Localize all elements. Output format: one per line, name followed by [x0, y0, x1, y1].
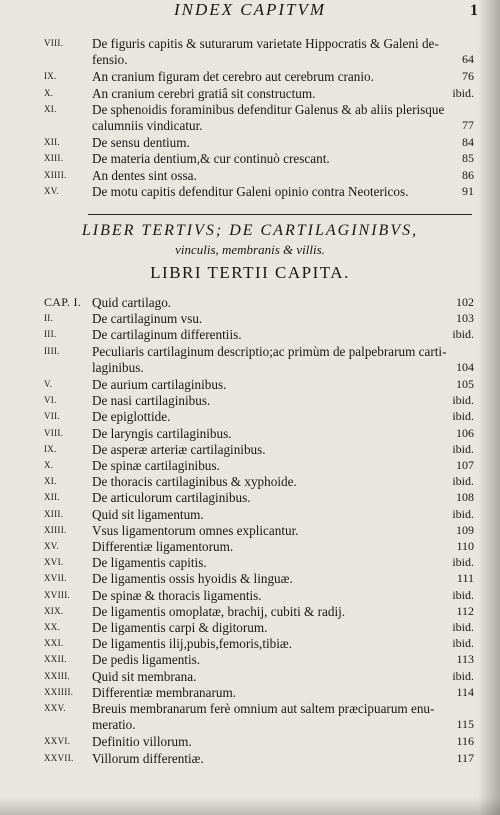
entry-page-number: 77 — [462, 117, 474, 132]
entry-page-number: ibid. — [452, 636, 474, 651]
entry-title: De ligamentis omoplatæ, brachij, cubiti & radij. — [92, 603, 346, 619]
entry-page-number: 91 — [462, 183, 474, 198]
entry-number: XXVII. — [44, 752, 74, 763]
entry-number: CAP. I. — [44, 295, 82, 309]
entry-number: II. — [44, 313, 54, 324]
entry-title: Definitio villorum. — [92, 734, 192, 750]
entry-page-number: 85 — [462, 151, 474, 166]
entry-title-continuation: calumniis vindicatur. — [92, 117, 203, 133]
entry-number: III. — [44, 329, 57, 340]
entry-title: An dentes sint ossa. — [92, 167, 197, 183]
entry-title: An cranium figuram det cerebro aut cerebrum cranio. — [92, 69, 374, 85]
entry-title: Differentiæ ligamentorum. — [92, 539, 234, 554]
entry-number: IIII. — [44, 345, 60, 356]
entry-title: An cranium cerebri gratiâ sit constructum. — [92, 85, 316, 101]
entry-number: XXV. — [44, 703, 66, 713]
entry-page-number: 102 — [456, 295, 474, 309]
entry-title-continuation: laginibus. — [92, 359, 144, 375]
entry-number: XXVI. — [44, 736, 71, 747]
running-head: INDEX CAPITVM — [173, 0, 327, 19]
entry-page-number: 76 — [462, 69, 474, 84]
entry-number: XVII. — [44, 573, 67, 584]
entry-number: XIII. — [44, 508, 64, 519]
entry-page-number: 64 — [462, 52, 474, 67]
entry-page-number: 109 — [456, 522, 474, 537]
entry-number: VIII. — [44, 38, 64, 48]
book-subheading: vinculis, membranis & villis. — [175, 242, 325, 257]
entry-title: De articulorum cartilaginibus. — [92, 490, 251, 506]
page-bottom-shadow — [0, 797, 500, 815]
entry-title: Quid cartilago. — [92, 295, 172, 310]
entry-number: XVI. — [44, 557, 64, 568]
entry-title: De nasi cartilaginibus. — [92, 393, 211, 409]
entry-page-number: 113 — [456, 652, 474, 667]
entry-number: XX. — [44, 622, 61, 632]
entry-number: IX. — [44, 71, 57, 82]
entry-number: XXI. — [44, 638, 64, 649]
entry-title: Peculiaris cartilaginum descriptio;ac primùm de palpebrarum carti- — [92, 343, 447, 359]
entry-number: XIX. — [44, 605, 64, 616]
entry-title: De motu capitis defenditur Galeni opinio contra Neotericos. — [92, 183, 409, 199]
page-corner-mark: 1 — [470, 2, 478, 19]
entry-page-number: 115 — [456, 717, 474, 732]
entry-page-number: ibid. — [452, 327, 474, 342]
entry-page-number: ibid. — [452, 409, 474, 424]
entry-number: XII. — [44, 492, 60, 503]
entry-number: XXIII. — [44, 670, 71, 681]
entry-number: XV. — [44, 185, 59, 196]
entry-title-continuation: meratio. — [92, 717, 136, 733]
entry-title: De materia dentium,& cur continuò crescant. — [92, 151, 330, 167]
entry-page-number: ibid. — [452, 555, 474, 570]
entry-page-number: 106 — [456, 425, 474, 440]
entry-title: Quid sit ligamentum. — [92, 506, 204, 522]
entry-page-number: ibid. — [452, 474, 474, 489]
entry-number: X. — [44, 87, 54, 98]
entry-title: De sensu dentium. — [92, 135, 190, 151]
entry-page-number: 108 — [456, 490, 474, 505]
entry-page-number: 105 — [456, 377, 474, 391]
entry-page-number: ibid. — [452, 587, 474, 602]
entry-title: De ligamentis carpi & digitorum. — [92, 620, 268, 635]
entry-title: Villorum differentiæ. — [92, 750, 204, 766]
entry-page-number: 84 — [462, 135, 474, 150]
entry-number: VI. — [44, 395, 57, 406]
entry-title: Differentiæ membranarum. — [92, 684, 237, 700]
entry-title: De sphenoidis foraminibus defenditur Galenus & ab aliis plerisque — [92, 101, 445, 117]
entry-page-number: ibid. — [452, 85, 474, 100]
entry-page-number: 86 — [462, 167, 474, 182]
entry-title: Breuis membranarum ferè omnium aut saltem præcipuarum enu- — [92, 701, 435, 716]
entry-title: De thoracis cartilaginibus & xyphoide. — [92, 474, 297, 490]
entry-title: De figuris capitis & suturarum varietate Hippocratis & Galeni de- — [92, 36, 439, 51]
entry-number: XIIII. — [44, 524, 67, 535]
entry-title-continuation: fensio. — [92, 52, 128, 68]
entry-page-number: ibid. — [452, 441, 474, 456]
entry-title: De cartilaginum vsu. — [92, 311, 203, 327]
entry-title: Quid sit membrana. — [92, 668, 197, 684]
entry-number: XIIII. — [44, 169, 67, 180]
entry-title: De spinæ & thoracis ligamentis. — [92, 587, 262, 603]
entry-number: XI. — [44, 103, 57, 114]
entry-title: De spinæ cartilaginibus. — [92, 458, 220, 473]
entry-page-number: 107 — [456, 458, 474, 472]
entry-number: XII. — [44, 137, 60, 148]
entry-page-number: ibid. — [452, 668, 474, 683]
entry-number: VIII. — [44, 427, 64, 438]
entry-page-number: 111 — [456, 571, 474, 586]
entry-page-number: 117 — [456, 750, 474, 765]
entry-title: De laryngis cartilaginibus. — [92, 425, 232, 441]
entry-number: VII. — [44, 411, 60, 422]
entry-number: X. — [44, 460, 54, 470]
entry-number: XXII. — [44, 654, 67, 665]
entry-page-number: 104 — [456, 359, 474, 374]
entry-page-number: 112 — [456, 603, 474, 618]
entry-number: XVIII. — [44, 589, 71, 600]
entry-page-number: 116 — [456, 734, 474, 749]
entry-title: De ligamentis ilij,pubis,femoris,tibiæ. — [92, 636, 292, 652]
entry-title: De ligamentis capitis. — [92, 555, 207, 571]
entry-title: De epiglottide. — [92, 409, 171, 425]
entry-page-number: 114 — [456, 684, 474, 699]
entry-page-number: ibid. — [452, 393, 474, 408]
entry-number: XV. — [44, 541, 59, 551]
entry-number: IX. — [44, 443, 57, 454]
entry-number: XXIIII. — [44, 686, 74, 697]
entry-page-number: 110 — [456, 539, 474, 553]
entry-page-number: ibid. — [452, 620, 474, 634]
entry-title: De asperæ arteriæ cartilaginibus. — [92, 441, 266, 457]
entry-title: Vsus ligamentorum omnes explicantur. — [92, 522, 299, 538]
entry-title: De aurium cartilaginibus. — [92, 377, 227, 392]
entry-number: V. — [44, 379, 53, 389]
entry-title: De cartilaginum differentiis. — [92, 327, 242, 343]
entry-page-number: ibid. — [452, 506, 474, 521]
page-edge-shadow — [478, 0, 500, 815]
section-rule — [88, 214, 472, 215]
entry-number: XIII. — [44, 153, 64, 164]
entry-title: De pedis ligamentis. — [92, 652, 201, 668]
entry-title: De ligamentis ossis hyoidis & linguæ. — [92, 571, 293, 587]
book-heading: LIBER TERTIVS; DE CARTILAGINIBVS, — [81, 222, 419, 239]
entry-page-number: 103 — [456, 311, 474, 326]
entry-number: XI. — [44, 476, 57, 487]
chapters-heading: LIBRI TERTII CAPITA. — [150, 263, 350, 282]
